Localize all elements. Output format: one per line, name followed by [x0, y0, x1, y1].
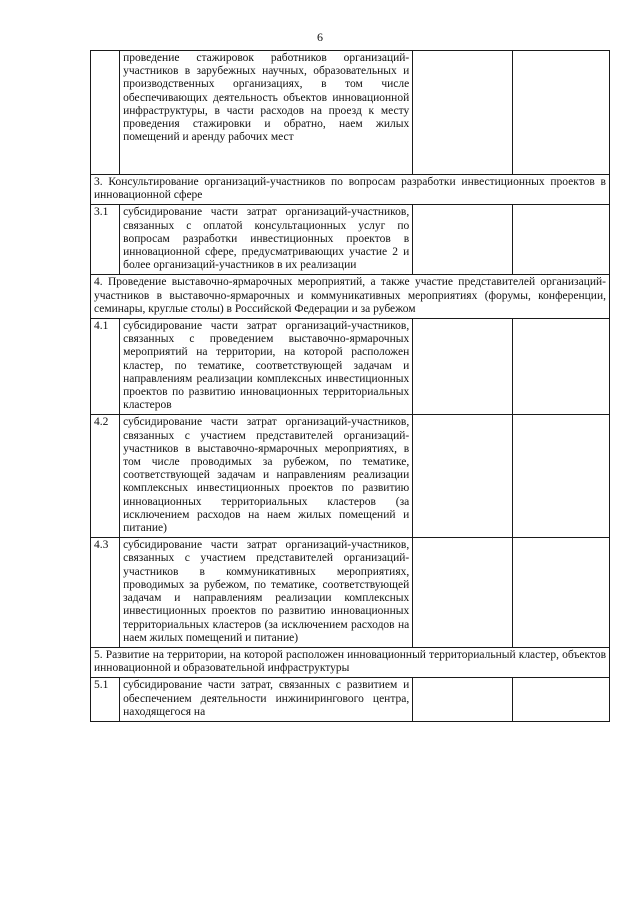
- row-text-cell: субсидирование части затрат организаций-участников, связанных с участием представителей организаций-участников в выставочно-ярмарочных мероприятиях, в том числе проводимых за рубежом, по тематике, соответствующей задачам и направлениям реализации комплексных инвестиционных проектов по развитию инновационных территориальных кластеров (за исключением расходов на наем жилых помещений и питание): [120, 415, 413, 538]
- row-number-cell: 4.3: [91, 538, 120, 648]
- section-heading-4: 4. Проведение выставочно-ярмарочных мероприятий, а также участие представителей организаций-участников в выставочно-ярмарочных и коммуникативных мероприятиях (форумы, конференции, семинары, круглые столы) в Российской Федерации и за рубежом: [91, 275, 610, 319]
- page-number: 6: [317, 30, 323, 44]
- row-text-cell: субсидирование части затрат организаций-участников, связанных с оплатой консультационных услуг по вопросам разработки инвестиционных проектов в инновационной сфере, предусматривающих участие 2 и более организаций-участников в их реализации: [120, 205, 413, 275]
- row-number-cell: 3.1: [91, 205, 120, 275]
- row-number-cell: [91, 51, 120, 175]
- row-text-cell: проведение стажировок работников организаций-участников в зарубежных научных, образовательных и производственных организациях, в том числе обеспечивающих деятельность объектов инновационной инфраструктуры, в части расходов на проезд к месту проведения стажировки и обратно, наем жилых помещений и аренду рабочих мест: [120, 51, 413, 175]
- table-row: [91, 538, 610, 648]
- row-number-cell: 4.2: [91, 415, 120, 538]
- empty-cell: [413, 205, 512, 275]
- table-row: [91, 205, 610, 275]
- row-text-cell: субсидирование части затрат организаций-участников, связанных с проведением выставочно-ярмарочных мероприятий на территории, на которой расположен кластер, по тематике, соответствующей задачам и направлениям реализации комплексных инвестиционных проектов по развитию инновационных территориальных кластеров: [120, 319, 413, 415]
- empty-cell: [413, 51, 512, 175]
- empty-cell: [413, 319, 512, 415]
- row-text-cell: субсидирование части затрат организаций-участников, связанных с участием представителей организаций-участников в коммуникативных мероприятиях, проводимых за рубежом, по тематике, соответствующей задачам и направлениям реализации комплексных инвестиционных проектов по развитию инновационных территориальных кластеров (за исключением расходов на наем жилых помещений и питание): [120, 538, 413, 648]
- row-text-cell: субсидирование части затрат, связанных с развитием и обеспечением деятельности инжинирингового центра, находящегося на: [120, 678, 413, 722]
- empty-cell: [413, 538, 512, 648]
- empty-cell: [512, 319, 609, 415]
- table-row: [91, 319, 610, 415]
- empty-cell: [413, 415, 512, 538]
- empty-cell: [512, 415, 609, 538]
- empty-cell: [512, 678, 609, 722]
- empty-cell: [413, 678, 512, 722]
- section-heading-3: 3. Консультирование организаций-участников по вопросам разработки инвестиционных проектов в инновационной сфере: [91, 175, 610, 205]
- section-heading-5: 5. Развитие на территории, на которой расположен инновационный территориальный кластер, объектов инновационной и образовательной инфраструктуры: [91, 647, 610, 677]
- table-row: [91, 51, 610, 175]
- section-row: [91, 647, 610, 677]
- row-number-cell: 5.1: [91, 678, 120, 722]
- measures-table: [90, 50, 610, 722]
- section-row: [91, 275, 610, 319]
- table-row: [91, 678, 610, 722]
- empty-cell: [512, 51, 609, 175]
- empty-cell: [512, 538, 609, 648]
- row-number-cell: 4.1: [91, 319, 120, 415]
- empty-cell: [512, 205, 609, 275]
- table-row: [91, 415, 610, 538]
- section-row: [91, 175, 610, 205]
